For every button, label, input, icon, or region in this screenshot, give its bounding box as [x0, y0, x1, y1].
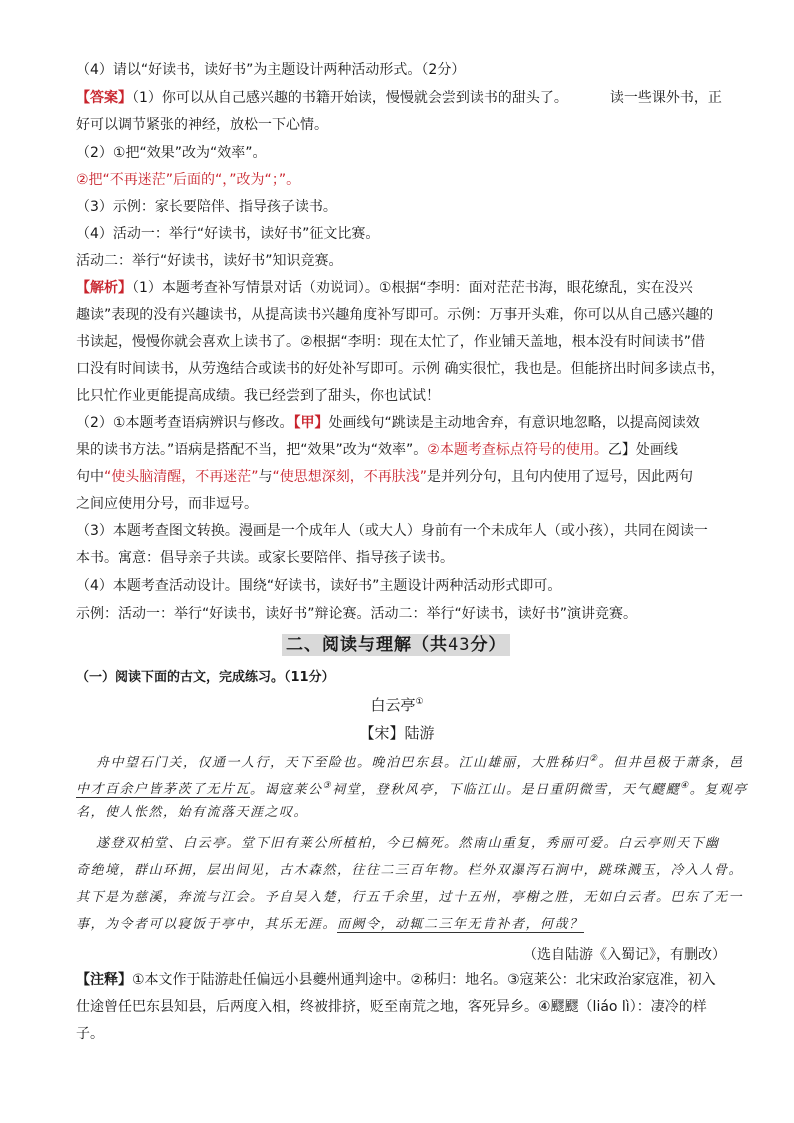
passage-source: （选自陆游《入蜀记》，有删改） — [523, 947, 726, 963]
quoted-clause-1: “使头脑清醒，不再迷茫” — [104, 469, 259, 485]
underlined-sentence: 中才百余户皆茅茨了无片瓦 — [76, 782, 251, 798]
passage-text: 祠堂，登秋风亭，下临江山。是日重阴微雪，天气飂飂 — [332, 782, 681, 798]
notes-tag: 【注释】 — [76, 972, 132, 988]
passage-text: 事，为令者可以寝饭于亭中，其乐无涯。 — [76, 917, 338, 932]
passage-title-text: 白云亭 — [370, 696, 416, 714]
note-marker: ② — [589, 754, 599, 764]
answer-4-2: 活动二：举行“好读书，读好书”知识竞赛。 — [76, 253, 343, 269]
analysis-line-4: 口没有时间读书，从劳逸结合或读书的好处补写即可。示例 确实很忙，我也是。但能挤出时间多读点书， — [76, 361, 725, 377]
answer-4-1: （4）活动一：举行“好读书，读好书”征文比赛。 — [76, 226, 380, 242]
passage-p1-line-1 — [96, 749, 746, 773]
analysis-2-text-cont: 是并列分句，且句内使用了逗号，因此两句 — [427, 469, 694, 485]
passage-title-note: ① — [415, 697, 424, 707]
notes-text: ①本文作于陆游赴任偏远小县夔州通判途中。②秭归：地名。③寇莱公：北宋政治家寇准，初入 — [132, 972, 716, 988]
notes-line-3: 子。 — [76, 1026, 104, 1042]
passage-p2-line-2: 奇绝境，群山环拥，层出间见，古木森然，往往二三百年物。栏外双瀑泻石涧中，跳珠溅玉，冷入人骨。 — [76, 863, 744, 878]
analysis-2-line-4: 之间应使用分号，而非逗号。 — [76, 496, 258, 512]
notes-line-1 — [76, 970, 726, 990]
passage-author: 【宋】陆游 — [359, 724, 435, 742]
note-marker: ③ — [322, 781, 333, 791]
answer-line-2: 好可以调节紧张的神经，放松一下心情。 — [76, 117, 328, 133]
analysis-2-line-2 — [76, 440, 726, 460]
analysis-2-text: 果的读书方法。”语病是搭配不当，把“效果”改为“效率”。 — [76, 442, 428, 458]
passage-p2-line-1: 遂登双柏堂、白云亭。堂下旧有莱公所植柏，今已槁死。然南山重复，秀丽可爱。白云亭则天下幽 — [96, 836, 720, 851]
analysis-2-line-1 — [76, 413, 726, 433]
analysis-2-text: 与 — [258, 469, 273, 485]
section-score: 43 — [448, 635, 471, 655]
analysis-line-2: 趣读”表现的没有兴趣读书，从提高读书兴趣角度补写即可。示例：万事开头难，你可以从自己感兴趣的 — [76, 307, 714, 323]
analysis-2-text-cont: 处画线句“跳读是主动地舍弃，有意识地忽略，以提高阅读效 — [328, 415, 700, 431]
analysis-2-text-cont: 乙】处画线 — [607, 442, 678, 458]
subsection-title: （一）阅读下面的古文，完成练习。（11分） — [76, 670, 335, 685]
answer-line-1 — [76, 88, 726, 108]
passage-p2-line-3: 其下是为慈溪，奔流与江会。予自吴入楚，行五千余里，过十五州，亭榭之胜，无如白云者。巴东了无一 — [76, 890, 744, 905]
answer-2-2: ②把“不再迷茫”后面的“，”改为“；”。 — [76, 172, 301, 188]
passage-text: 。但井邑极于萧条，邑 — [598, 755, 744, 771]
answer-tag: 【答案】 — [76, 90, 132, 106]
analysis-line-5: 比只忙作业更能提高成绩。我已经尝到了甜头，你也试试！ — [76, 388, 440, 404]
passage-title — [0, 694, 794, 715]
answer-1-text: （1）你可以从自己感兴趣的书籍开始读，慢慢就会尝到读书的甜头了。 — [132, 90, 568, 106]
analysis-2-punct-note: ②本题考查标点符号的使用。 — [427, 442, 608, 458]
analysis-3-line-1: （3）本题考查图文转换。漫画是一个成年人（或大人）身前有一个未成年人（或小孩），共同在阅读一 — [76, 523, 708, 539]
answer-1-text-cont: 读一些课外书，正 — [609, 90, 722, 106]
analysis-3-line-2: 本书。寓意：倡导亲子共读。或家长要陪伴、指导孩子读书。 — [76, 550, 454, 566]
passage-text: 舟中望石门关，仅通一人行，天下至险也。晚泊巴东县。江山雄丽，大胜秭归 — [96, 755, 590, 771]
section-title — [282, 634, 510, 656]
analysis-4-line-1: （4）本题考查活动设计。围绕“好读书，读好书”主题设计两种活动形式即可。 — [76, 578, 562, 594]
analysis-2-line-3 — [76, 467, 726, 487]
passage-text: 。复观亭 — [689, 782, 748, 798]
analysis-4-line-2: 示例：活动一：举行“好读书，读好书”辩论赛。活动二：举行“好读书，读好书”演讲竞赛。 — [76, 606, 638, 622]
analysis-2-text: 句中 — [76, 469, 104, 485]
analysis-2-text: （2）①本题考查语病辨识与修改。 — [76, 415, 294, 431]
answer-3: （3）示例：家长要陪伴、指导孩子读书。 — [76, 199, 337, 215]
analysis-tag: 【解析】 — [76, 280, 132, 296]
jia-marker: 【甲】 — [293, 415, 329, 431]
passage-p2-line-4 — [76, 915, 726, 935]
analysis-text: （1）本题考查补写情景对话（劝说词）。①根据“李明：面对茫茫书海，眼花缭乱，实在没兴 — [132, 280, 693, 296]
notes-line-2: 仕途曾任巴东县知县，后两度入相，终被排挤，贬至南荒之地，客死异乡。④飂飂（liáo lì）：凄冷的样 — [76, 999, 707, 1015]
passage-p1-line-2 — [76, 776, 748, 800]
answer-2-1: （2）①把“效果”改为“效率”。 — [76, 145, 267, 161]
underlined-sentence: 而阙令，动辄二三年无肯补者，何哉？ — [337, 917, 584, 932]
section-title-suffix: 分） — [470, 635, 507, 655]
section-title-prefix: 二、阅读与理解（共 — [286, 635, 448, 655]
note-marker: ④ — [680, 781, 690, 791]
analysis-line-1 — [76, 278, 726, 298]
analysis-line-3: 书读起，慢慢你就会喜欢上读书了。②根据“李明：现在太忙了，作业铺天盖地，根本没有时间读书”借 — [76, 334, 706, 350]
question-4-prompt: （4）请以“好读书，读好书”为主题设计两种活动形式。（2分） — [76, 62, 466, 78]
quoted-clause-2: “使思想深刻，不再肤浅” — [272, 469, 428, 485]
passage-p1-line-3: 名，使人怅然，始有流落天涯之叹。 — [76, 805, 309, 820]
passage-text: 。谒寇莱公 — [250, 782, 323, 798]
